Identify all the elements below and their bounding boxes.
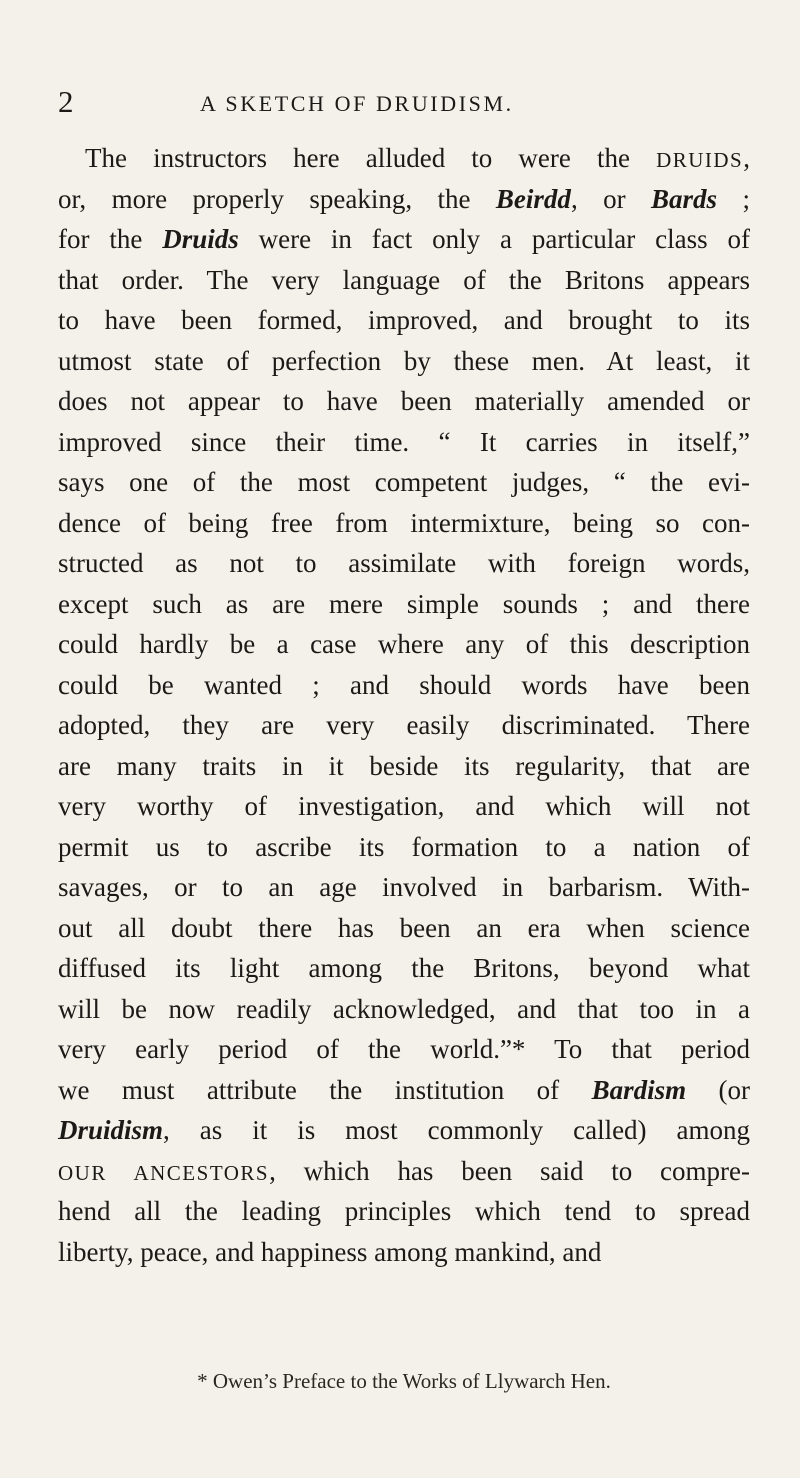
text-line xyxy=(58,746,750,787)
italic-term: Druidism xyxy=(58,1115,164,1145)
text-run: will be now readily acknowledged, and that too in a xyxy=(58,993,750,1024)
text-run: to have been formed, improved, and brought to its xyxy=(58,305,750,335)
text-line xyxy=(58,503,750,544)
text-run: structed as not to assimilate with foreign words, xyxy=(58,548,750,578)
text-line xyxy=(58,179,750,220)
text-line xyxy=(58,705,750,746)
text-line xyxy=(58,827,750,868)
italic-term: Druids xyxy=(162,224,239,254)
text-run: savages, or to an age involved in barbarism. With- xyxy=(58,872,750,902)
text-run: that order. The very language of the Britons appears xyxy=(58,264,750,295)
text-run: utmost state of perfection by these men. At least, it xyxy=(58,345,750,376)
text-line xyxy=(58,1029,750,1070)
text-run: we must attribute the institution of xyxy=(58,1074,592,1105)
text-run: very early period of the world.”* To that period xyxy=(58,1034,750,1064)
text-run: says one of the most competent judges, “ the evi- xyxy=(58,467,750,497)
text-line xyxy=(58,624,750,665)
text-run: improved since their time. “ It carries in itself,” xyxy=(58,426,750,457)
text-run: does not appear to have been materially amended or xyxy=(58,386,750,416)
text-line xyxy=(58,422,750,463)
text-line xyxy=(58,381,750,422)
text-run: are many traits in it beside its regularity, that are xyxy=(58,750,750,781)
text-run: liberty, peace, and happiness among mankind, and xyxy=(58,1236,602,1267)
small-caps-term: DRUIDS xyxy=(656,148,744,172)
text-line xyxy=(58,341,750,382)
text-run: permit us to ascribe its formation to a nation of xyxy=(58,831,750,862)
text-line xyxy=(58,584,750,625)
italic-term: Bardism xyxy=(591,1074,687,1105)
page-number: 2 xyxy=(58,84,74,119)
text-run: except such as are mere simple sounds ; and there xyxy=(58,588,750,619)
text-line xyxy=(58,867,750,908)
text-run: were in fact only a particular class of xyxy=(238,224,750,254)
text-line xyxy=(58,786,750,827)
text-run: for the xyxy=(58,224,163,254)
text-run: ; xyxy=(717,183,750,214)
text-line xyxy=(58,543,750,584)
text-run: , which has been said to compre- xyxy=(269,1155,751,1186)
text-run: , xyxy=(743,143,750,173)
text-line xyxy=(58,948,750,989)
text-line xyxy=(58,908,750,949)
text-line xyxy=(58,1110,750,1151)
text-line xyxy=(58,665,750,706)
text-line xyxy=(58,989,750,1030)
text-line xyxy=(58,138,750,179)
italic-term: Beirdd xyxy=(495,183,571,214)
text-run: hend all the leading principles which tend to spread xyxy=(58,1196,750,1226)
text-run: dence of being free from intermixture, being so con- xyxy=(58,507,750,538)
text-run: out all doubt there has been an era when science xyxy=(58,912,750,943)
italic-term: Bards xyxy=(651,183,718,214)
text-run: could hardly be a case where any of this description xyxy=(58,629,750,659)
text-line xyxy=(58,1151,750,1192)
text-line xyxy=(58,300,750,341)
text-run: or, more properly speaking, the xyxy=(58,183,496,214)
small-caps-term: OUR ANCESTORS xyxy=(58,1160,270,1185)
text-line xyxy=(58,1191,750,1232)
text-run: very worthy of investigation, and which will not xyxy=(58,791,750,821)
text-run: The instructors here alluded to were the xyxy=(85,143,657,173)
text-run: (or xyxy=(686,1074,751,1105)
text-run: adopted, they are very easily discriminated. There xyxy=(58,710,750,740)
text-line xyxy=(58,219,750,260)
text-line xyxy=(58,1232,750,1273)
footnote: * Owen’s Preface to the Works of Llywarch Hen. xyxy=(197,1369,611,1393)
text-run: could be wanted ; and should words have been xyxy=(58,669,750,700)
text-line xyxy=(58,462,750,503)
running-title: A SKETCH OF DRUIDISM. xyxy=(200,91,514,116)
running-head xyxy=(58,82,748,122)
text-line xyxy=(58,260,750,301)
body-text xyxy=(58,138,750,1272)
text-line xyxy=(58,1070,750,1111)
text-run: , as it is most commonly called) among xyxy=(163,1115,750,1145)
text-run: diffused its light among the Britons, beyond what xyxy=(58,953,750,983)
text-run: , or xyxy=(570,183,652,214)
